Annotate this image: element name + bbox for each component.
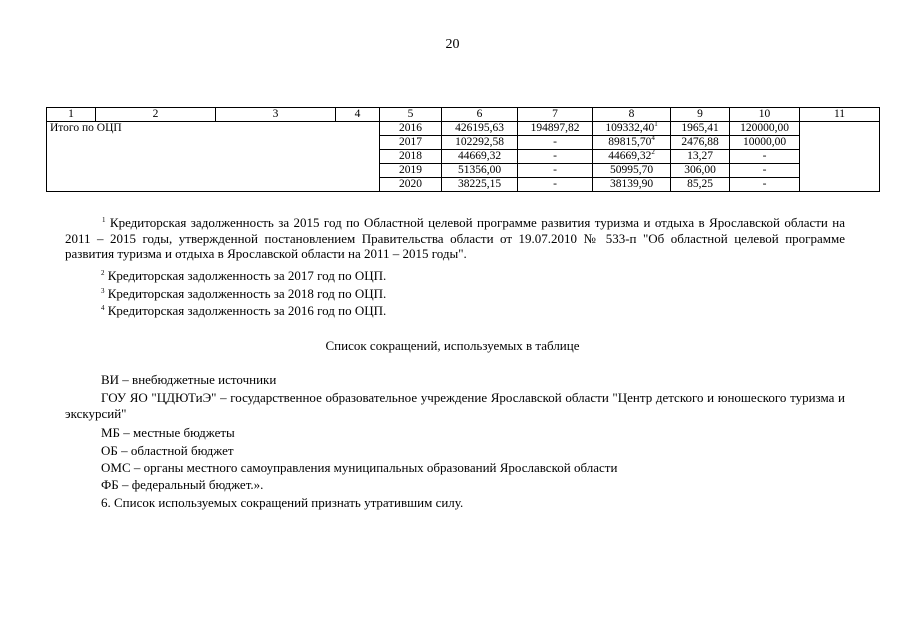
footnote-mark: 2 — [651, 149, 655, 156]
value-cell — [593, 136, 671, 150]
year-cell: 2020 — [380, 178, 442, 192]
value-cell: - — [518, 164, 593, 178]
footnote-1 — [65, 215, 845, 262]
abbr-gou: ГОУ ЯО "ЦДЮТиЭ" – государственное образовательное учреждение Ярославской области "Центр детского и юношеского туризма и экскурсий" — [65, 390, 845, 421]
value-text: 89815,70 — [608, 136, 652, 148]
value-cell: 102292,58 — [442, 136, 518, 150]
value-cell: 306,00 — [671, 164, 730, 178]
abbr-oms: ОМС – органы местного самоуправления муниципальных образований Ярославской области — [101, 460, 618, 475]
value-text: 44669,32 — [608, 150, 652, 162]
year-cell: 2016 — [380, 122, 442, 136]
header-cell: 1 — [47, 108, 96, 122]
value-cell: - — [730, 150, 800, 164]
year-cell: 2017 — [380, 136, 442, 150]
abbr-ob: ОБ – областной бюджет — [101, 443, 234, 458]
header-cell: 5 — [380, 108, 442, 122]
item-6: 6. Список используемых сокращений признать утратившим силу. — [101, 495, 464, 510]
footnote-mark: 1 — [654, 121, 658, 128]
abbr-fb: ФБ – федеральный бюджет.». — [101, 477, 264, 492]
value-text: 38139,90 — [609, 178, 654, 190]
footnote-text: Кредиторская задолженность за 2015 год по Областной целевой программе развития туризма и отдыха в Ярославской области на 2011 – 2015 годы, утвержденной постановлением Правительства области от 19.07.2010 № 533-п "Об областной целевой программе развития туризма и отдыха в Ярославской области на 2011 – 2015 годы". — [65, 215, 846, 261]
value-cell: 120000,00 — [730, 122, 800, 136]
header-cell: 10 — [730, 108, 800, 122]
header-cell: 3 — [216, 108, 336, 122]
table-header-row — [47, 108, 880, 122]
value-cell: 44669,32 — [442, 150, 518, 164]
value-cell: - — [518, 150, 593, 164]
header-cell: 6 — [442, 108, 518, 122]
footnote-2 — [101, 268, 386, 284]
abbr-mb: МБ – местные бюджеты — [101, 425, 235, 440]
footnote-4 — [101, 303, 386, 319]
year-cell: 2019 — [380, 164, 442, 178]
footnote-text: Кредиторская задолженность за 2018 год по ОЦП. — [107, 286, 387, 301]
value-cell: 194897,82 — [518, 122, 593, 136]
page-number: 20 — [445, 37, 460, 52]
value-cell: 38225,15 — [442, 178, 518, 192]
value-cell — [593, 150, 671, 164]
value-text: 109332,40 — [605, 122, 655, 134]
value-cell — [593, 122, 671, 136]
footnote-mark: 3 — [101, 287, 105, 295]
abbreviations-heading: Список сокращений, используемых в таблице — [325, 338, 580, 353]
value-cell: - — [730, 164, 800, 178]
value-cell: 10000,00 — [730, 136, 800, 150]
value-cell: 426195,63 — [442, 122, 518, 136]
footnote-mark: 4 — [651, 135, 655, 142]
abbr-vi: ВИ – внебюджетные источники — [101, 372, 277, 387]
value-cell: 2476,88 — [671, 136, 730, 150]
year-cell: 2018 — [380, 150, 442, 164]
header-cell: 11 — [800, 108, 880, 122]
value-cell: 85,25 — [671, 178, 730, 192]
value-cell: 1965,41 — [671, 122, 730, 136]
header-cell: 9 — [671, 108, 730, 122]
value-cell: 51356,00 — [442, 164, 518, 178]
value-text: 50995,70 — [609, 164, 654, 176]
value-cell — [593, 178, 671, 192]
budget-table — [46, 107, 880, 192]
footnote-mark: 2 — [101, 269, 105, 277]
header-cell: 8 — [593, 108, 671, 122]
header-cell: 4 — [336, 108, 380, 122]
total-label-cell: Итого по ОЦП — [47, 122, 380, 192]
value-cell: - — [730, 178, 800, 192]
footnote-text: Кредиторская задолженность за 2017 год по ОЦП. — [107, 268, 387, 283]
footnote-mark: 1 — [102, 216, 106, 224]
footnote-text: Кредиторская задолженность за 2016 год по ОЦП. — [107, 303, 387, 318]
value-cell: 13,27 — [671, 150, 730, 164]
table-row — [47, 122, 880, 136]
empty-cell — [800, 122, 880, 192]
header-cell: 7 — [518, 108, 593, 122]
header-cell: 2 — [96, 108, 216, 122]
footnote-mark: 4 — [101, 304, 105, 312]
footnote-3 — [101, 286, 386, 302]
value-cell — [593, 164, 671, 178]
value-cell: - — [518, 136, 593, 150]
value-cell: - — [518, 178, 593, 192]
